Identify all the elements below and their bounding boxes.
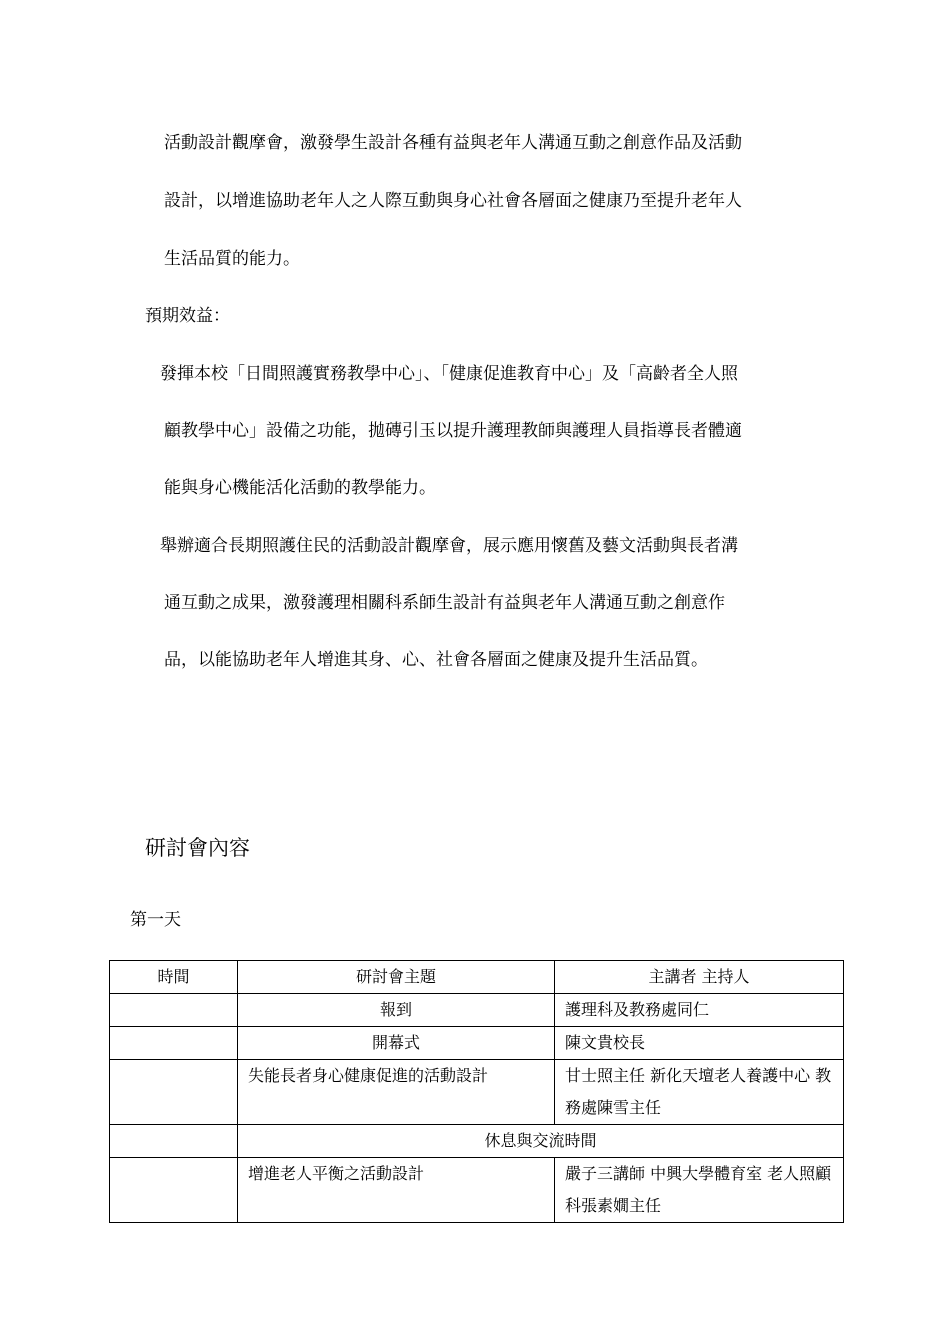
row-topic: 失能長者身心健康促進的活動設計	[238, 1060, 555, 1125]
table-row	[110, 1158, 844, 1223]
table-row	[110, 1125, 844, 1158]
row-break: 休息與交流時間	[238, 1125, 844, 1158]
benefits-heading: 預期效益：	[145, 306, 230, 326]
table-row	[110, 994, 844, 1027]
row-speaker: 護理科及教務處同仁	[555, 994, 844, 1027]
benefit-2-line-2: 通互動之成果，激發護理相關科系師生設計有益與老年人溝通互動之創意作	[164, 593, 725, 613]
benefit-2-line-3: 品，以能協助老年人增進其身、心、社會各層面之健康及提升生活品質。	[164, 650, 708, 670]
benefit-2-line-1: 舉辦適合長期照護住民的活動設計觀摩會，展示應用懷舊及藝文活動與長者溝	[160, 536, 738, 556]
intro-line-1: 活動設計觀摩會，激發學生設計各種有益與老年人溝通互動之創意作品及活動	[164, 133, 742, 153]
row-speaker: 陳文貴校長	[555, 1027, 844, 1060]
row-topic: 增進老人平衡之活動設計	[238, 1158, 555, 1223]
intro-line-3: 生活品質的能力。	[164, 249, 300, 269]
row-topic: 開幕式	[238, 1027, 555, 1060]
row-speaker: 嚴子三講師 中興大學體育室 老人照顧科張素嫺主任	[555, 1158, 844, 1223]
intro-line-2: 設計，以增進協助老年人之人際互動與身心社會各層面之健康乃至提升老年人	[164, 191, 742, 211]
row-speaker: 甘士照主任 新化天壇老人養護中心 教務處陳雪主任	[555, 1060, 844, 1125]
benefit-1-line-1: 發揮本校「日間照護實務教學中心」、「健康促進教育中心」及「高齡者全人照	[160, 364, 738, 384]
header-topic: 研討會主題	[238, 961, 555, 994]
table-row	[110, 1027, 844, 1060]
row-time	[110, 1060, 238, 1125]
row-time	[110, 994, 238, 1027]
table-row	[110, 1060, 844, 1125]
row-time	[110, 1158, 238, 1223]
day-label: 第一天	[130, 910, 181, 930]
benefit-1-line-3: 能與身心機能活化活動的教學能力。	[164, 478, 436, 498]
row-time	[110, 1125, 238, 1158]
row-time	[110, 1027, 238, 1060]
agenda-table	[109, 960, 844, 1223]
header-time: 時間	[110, 961, 238, 994]
row-topic: 報到	[238, 994, 555, 1027]
seminar-title: 研討會內容	[145, 836, 250, 860]
header-speaker: 主講者 主持人	[555, 961, 844, 994]
benefit-1-line-2: 顧教學中心」設備之功能，拋磚引玉以提升護理教師與護理人員指導長者體適	[164, 421, 742, 441]
agenda-header-row	[110, 961, 844, 994]
